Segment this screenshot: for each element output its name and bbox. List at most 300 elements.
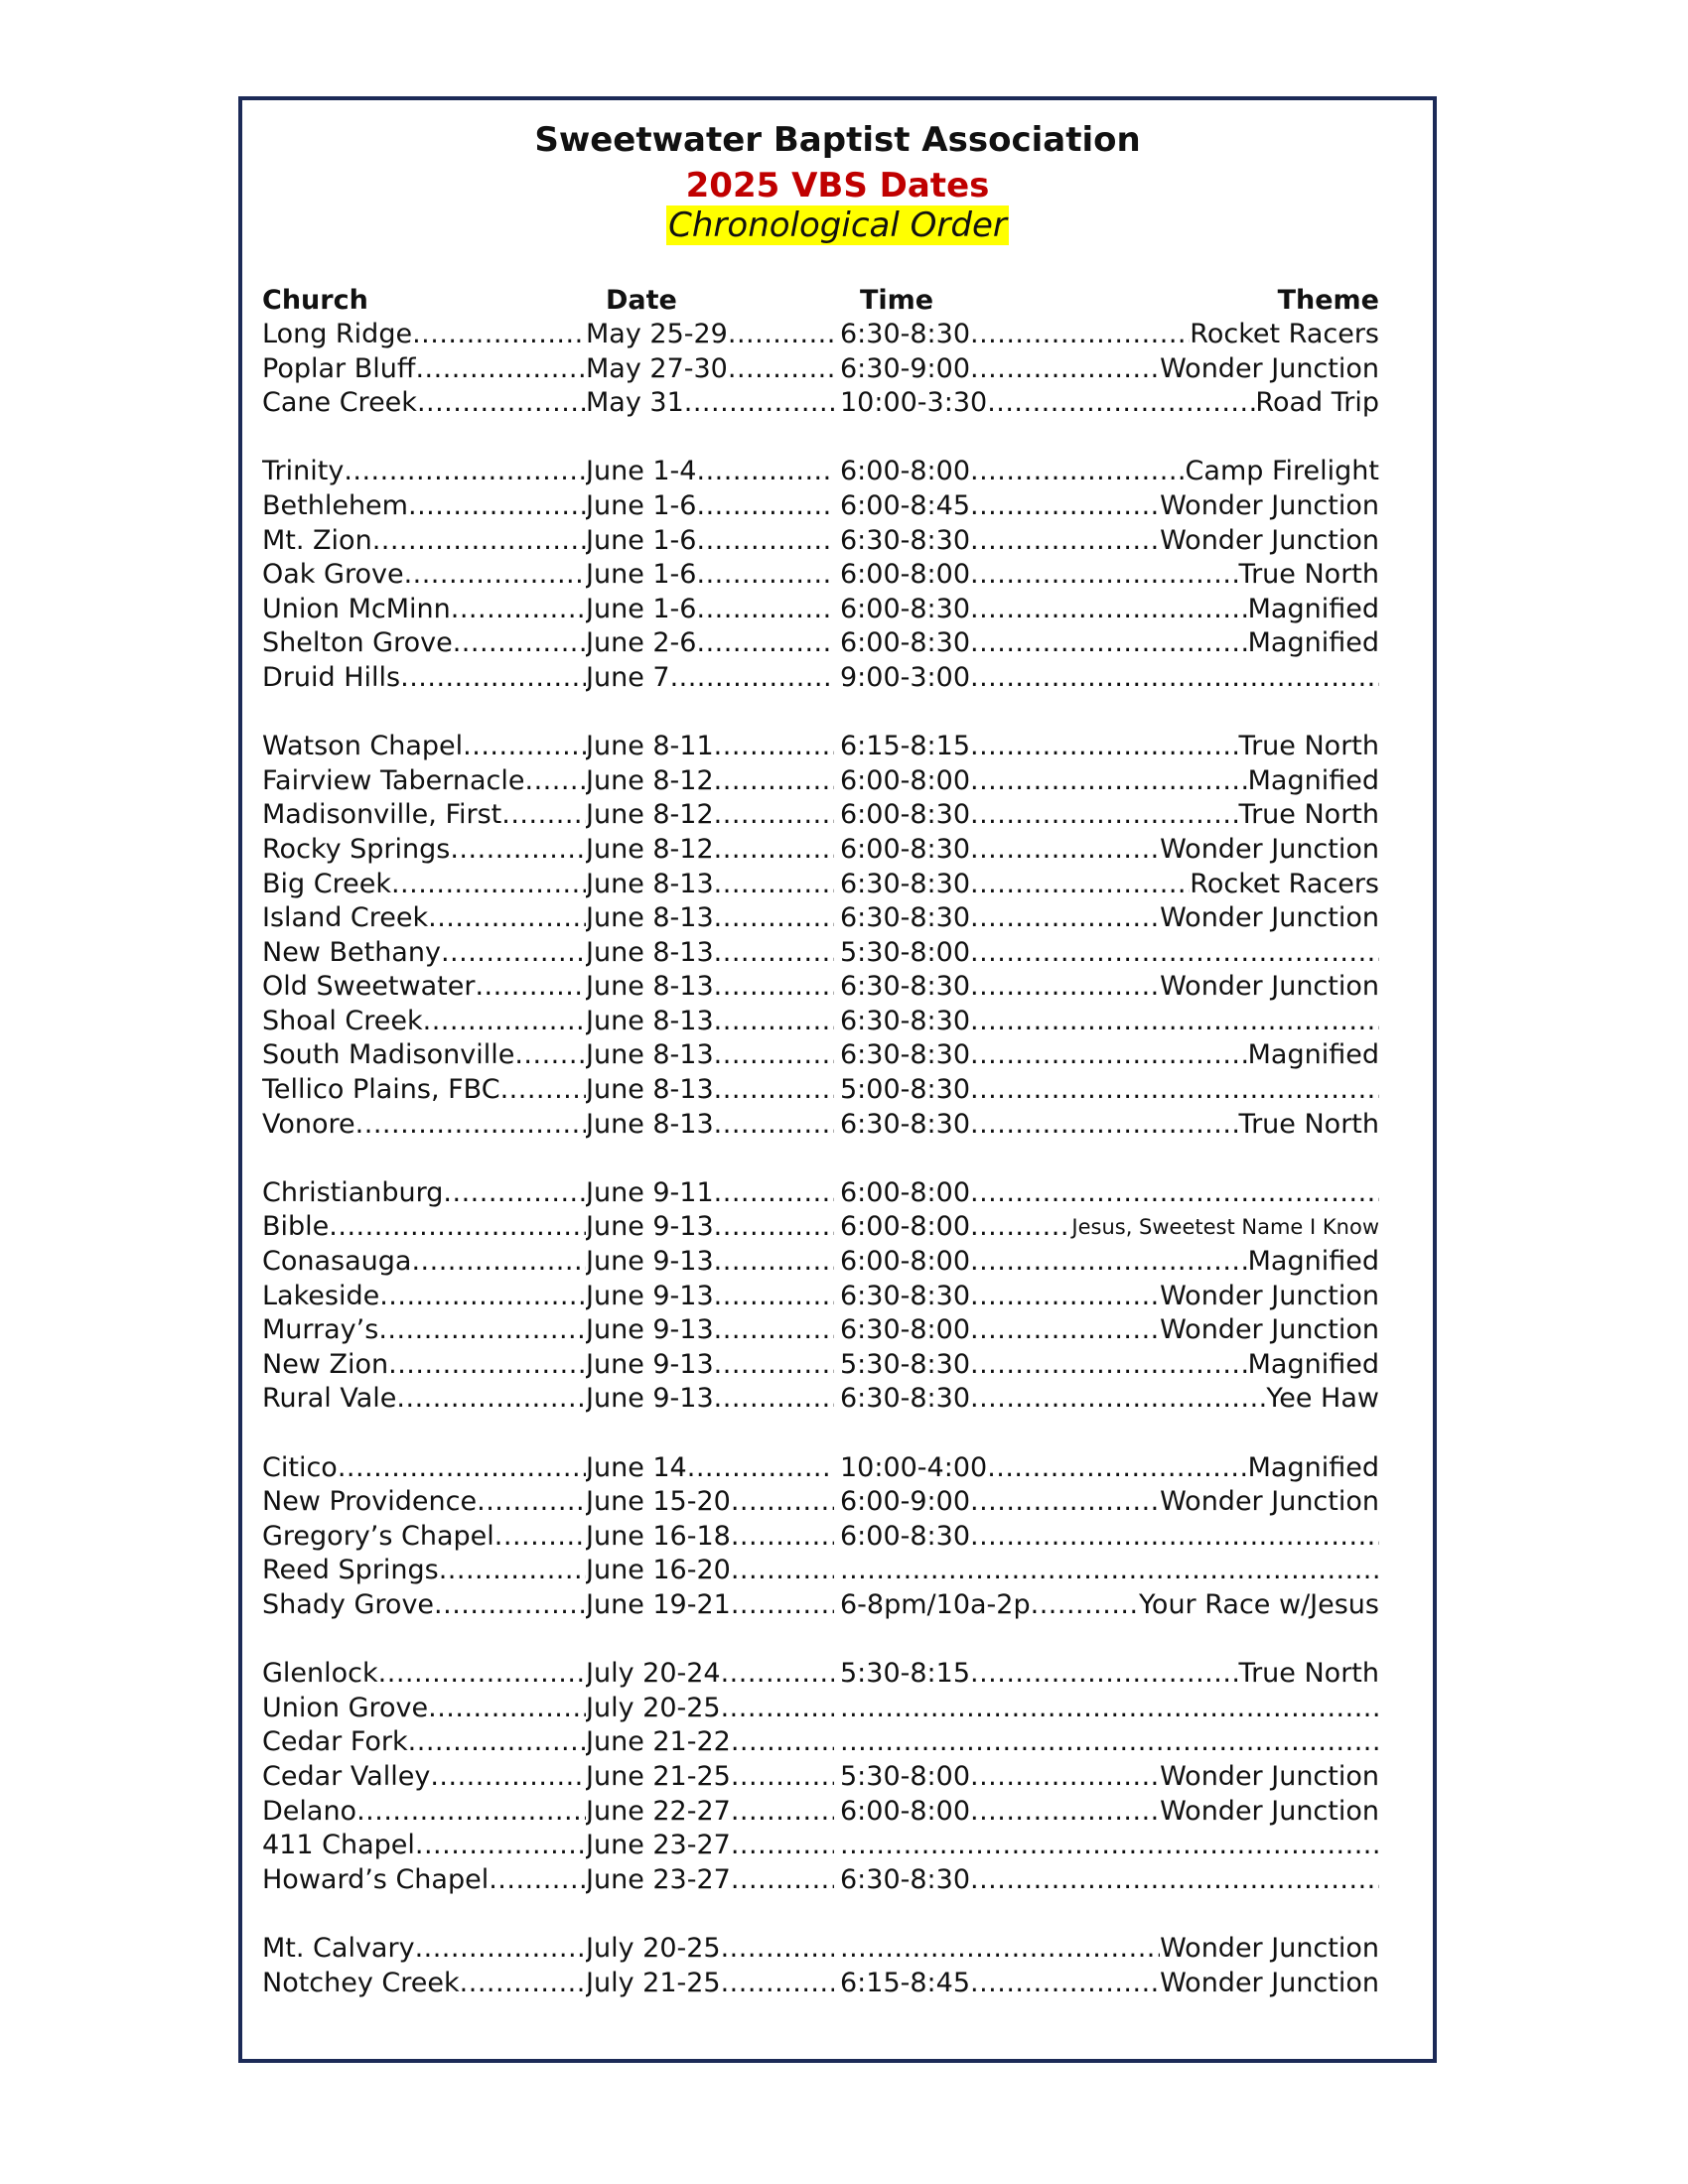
- date-value: June 23-27: [586, 1830, 731, 1861]
- schedule-row: [262, 1795, 1379, 1830]
- leader-dots: [714, 833, 834, 867]
- leader-dots: [696, 593, 834, 626]
- date-value: June 1-6: [586, 524, 697, 556]
- time-value: 5:30-8:00: [840, 1760, 971, 1792]
- time-value: 6:30-8:30: [840, 1108, 971, 1140]
- date-cell: [586, 1005, 840, 1038]
- leader-dots: [463, 730, 586, 763]
- church-cell: [262, 661, 586, 695]
- church-name: Shady Grove: [262, 1588, 435, 1620]
- leader-dots: [355, 1108, 586, 1142]
- date-value: June 8-13: [586, 1005, 714, 1036]
- church-cell: [262, 1348, 586, 1382]
- leader-dots: [714, 1348, 834, 1382]
- time-theme-cell: [840, 661, 1379, 695]
- time-theme-cell: [840, 1176, 1379, 1210]
- date-cell: [586, 661, 840, 695]
- time-value: 5:30-8:30: [840, 1348, 971, 1380]
- schedule-row: [262, 1348, 1379, 1383]
- leader-dots: [372, 524, 586, 558]
- schedule-row: [262, 489, 1379, 524]
- church-name: Druid Hills: [262, 661, 401, 693]
- theme-value: Magnified: [1247, 593, 1379, 624]
- leader-dots: [338, 1451, 586, 1485]
- leader-dots: [1031, 1588, 1139, 1622]
- leader-dots: [731, 1725, 834, 1759]
- leader-dots: [423, 1005, 586, 1038]
- leader-dots: [970, 352, 1160, 386]
- time-theme-cell: [840, 1863, 1379, 1897]
- group-spacer: [262, 1897, 1379, 1932]
- schedule-row: [262, 1725, 1379, 1760]
- leader-dots: [970, 1108, 1239, 1142]
- time-theme-cell: [840, 558, 1379, 592]
- theme-value: Wonder Junction: [1160, 1795, 1379, 1827]
- group-spacer: [262, 1417, 1379, 1451]
- date-cell: [586, 1280, 840, 1313]
- church-cell: [262, 1038, 586, 1072]
- leader-dots: [714, 868, 834, 901]
- leader-dots: [714, 1108, 834, 1142]
- church-name: Poplar Bluff: [262, 352, 416, 384]
- time-theme-cell: [840, 1348, 1379, 1382]
- time-theme-cell: [840, 833, 1379, 867]
- date-value: June 19-21: [586, 1588, 731, 1620]
- leader-dots: [970, 1863, 1379, 1897]
- theme-value: Jesus, Sweetest Name I Know: [1071, 1215, 1379, 1240]
- date-cell: [586, 1176, 840, 1210]
- date-cell: [586, 901, 840, 935]
- time-value: 6:00-8:00: [840, 764, 971, 796]
- schedule-row: [262, 730, 1379, 764]
- church-name: Mt. Zion: [262, 524, 372, 556]
- theme-value: Magnified: [1247, 764, 1379, 796]
- date-value: July 20-24: [586, 1658, 721, 1690]
- header-date: Date: [606, 285, 677, 316]
- leader-dots: [970, 1657, 1239, 1691]
- time-value: 6:00-8:30: [840, 1520, 971, 1552]
- leader-dots: [970, 833, 1160, 867]
- date-cell: [586, 386, 840, 420]
- date-cell: [586, 1725, 840, 1759]
- date-cell: [586, 352, 840, 386]
- church-cell: [262, 970, 586, 1004]
- church-name: Rural Vale: [262, 1383, 397, 1415]
- date-value: June 8-12: [586, 833, 714, 865]
- date-value: June 8-12: [586, 764, 714, 796]
- church-cell: [262, 1520, 586, 1554]
- leader-dots: [970, 524, 1160, 558]
- order-highlight: Chronological Order: [668, 205, 1007, 245]
- church-name: Glenlock: [262, 1658, 378, 1690]
- leader-dots: [840, 1725, 1379, 1759]
- church-cell: [262, 386, 586, 420]
- leader-dots: [434, 1588, 586, 1622]
- leader-dots: [404, 558, 586, 592]
- leader-dots: [840, 1692, 1379, 1725]
- church-name: Vonore: [262, 1108, 355, 1140]
- schedule-row: [262, 798, 1379, 833]
- time-theme-cell: [840, 318, 1379, 351]
- time-value: 6:00-8:00: [840, 1246, 971, 1278]
- schedule-row: [262, 970, 1379, 1005]
- church-name: Howard’s Chapel: [262, 1863, 490, 1895]
- theme-value: Road Trip: [1255, 387, 1379, 419]
- church-name: Citico: [262, 1451, 338, 1483]
- theme-value: Wonder Junction: [1160, 1932, 1379, 1964]
- date-cell: [586, 1382, 840, 1416]
- leader-dots: [970, 730, 1239, 763]
- time-theme-cell: [840, 1005, 1379, 1038]
- church-name: Trinity: [262, 456, 345, 487]
- time-theme-cell: [840, 1382, 1379, 1416]
- time-value: 5:00-8:30: [840, 1074, 971, 1106]
- date-cell: [586, 1657, 840, 1691]
- leader-dots: [731, 1829, 834, 1862]
- schedule-row: [262, 1176, 1379, 1211]
- time-theme-cell: [840, 730, 1379, 763]
- leader-dots: [714, 901, 834, 935]
- date-value: June 8-13: [586, 902, 714, 934]
- church-cell: [262, 1382, 586, 1416]
- time-theme-cell: [840, 1967, 1379, 2000]
- time-value: 6:00-8:00: [840, 1795, 971, 1827]
- leader-dots: [714, 1313, 834, 1347]
- date-value: June 2-6: [586, 627, 697, 659]
- schedule-row: [262, 1210, 1379, 1245]
- time-value: 10:00-4:00: [840, 1451, 988, 1483]
- church-name: Rocky Springs: [262, 833, 451, 865]
- time-theme-cell: [840, 1520, 1379, 1554]
- date-cell: [586, 1108, 840, 1142]
- date-cell: [586, 1451, 840, 1485]
- date-value: June 7: [586, 661, 670, 693]
- leader-dots: [443, 1176, 586, 1210]
- theme-value: Wonder Junction: [1160, 524, 1379, 556]
- church-cell: [262, 1245, 586, 1279]
- leader-dots: [970, 936, 1379, 970]
- date-cell: [586, 1038, 840, 1072]
- church-cell: [262, 455, 586, 488]
- leader-dots: [329, 1210, 586, 1244]
- theme-value: Magnified: [1247, 1451, 1379, 1483]
- time-theme-cell: [840, 524, 1379, 558]
- leader-dots: [415, 1932, 586, 1966]
- church-name: Madisonville, First: [262, 799, 502, 831]
- schedule-row: [262, 1692, 1379, 1726]
- time-value: 6:00-8:30: [840, 799, 971, 831]
- time-theme-cell: [840, 1760, 1379, 1794]
- time-theme-cell: [840, 868, 1379, 901]
- theme-value: True North: [1238, 1108, 1379, 1140]
- schedule-row: [262, 1038, 1379, 1073]
- schedule-row: [262, 1382, 1379, 1417]
- group-spacer: [262, 421, 1379, 456]
- leader-dots: [450, 833, 586, 867]
- schedule-row: [262, 558, 1379, 593]
- leader-dots: [428, 901, 586, 935]
- theme-value: Magnified: [1247, 1039, 1379, 1071]
- leader-dots: [970, 764, 1248, 798]
- date-value: July 21-25: [586, 1967, 721, 1998]
- church-name: Reed Springs: [262, 1555, 439, 1586]
- time-value: 6:30-8:30: [840, 1280, 971, 1311]
- schedule-row: [262, 1588, 1379, 1623]
- schedule-row: [262, 1108, 1379, 1143]
- time-value: 6:00-8:30: [840, 833, 971, 865]
- church-cell: [262, 1451, 586, 1485]
- leader-dots: [696, 489, 834, 523]
- time-theme-cell: [840, 1280, 1379, 1313]
- time-theme-cell: [840, 1657, 1379, 1691]
- leader-dots: [344, 455, 586, 488]
- church-name: Big Creek: [262, 868, 391, 899]
- church-name: Oak Grove: [262, 559, 404, 591]
- date-value: May 31: [586, 387, 684, 419]
- theme-value: Wonder Junction: [1160, 1314, 1379, 1346]
- leader-dots: [970, 318, 1190, 351]
- theme-value: Wonder Junction: [1160, 971, 1379, 1003]
- church-cell: [262, 868, 586, 901]
- date-cell: [586, 1863, 840, 1897]
- leader-dots: [441, 936, 586, 970]
- church-name: Bible: [262, 1211, 330, 1243]
- date-value: June 8-13: [586, 1108, 714, 1140]
- leader-dots: [970, 798, 1239, 832]
- church-name: Union McMinn: [262, 593, 451, 624]
- church-cell: [262, 936, 586, 970]
- theme-value: Wonder Junction: [1160, 833, 1379, 865]
- church-cell: [262, 1485, 586, 1519]
- column-headers: [262, 285, 1379, 321]
- theme-value: Wonder Junction: [1160, 1486, 1379, 1518]
- org-title: Sweetwater Baptist Association: [534, 120, 1141, 160]
- leader-dots: [453, 626, 586, 660]
- schedule-row: [262, 1245, 1379, 1280]
- church-cell: [262, 1108, 586, 1142]
- schedule-row: [262, 1760, 1379, 1795]
- date-cell: [586, 1588, 840, 1622]
- church-name: Cedar Fork: [262, 1726, 408, 1758]
- leader-dots: [970, 1313, 1160, 1347]
- time-value: 6:30-9:00: [840, 352, 971, 384]
- time-value: 9:00-3:00: [840, 661, 971, 693]
- church-cell: [262, 1210, 586, 1244]
- leader-dots: [721, 1692, 834, 1725]
- church-name: Watson Chapel: [262, 731, 464, 762]
- date-value: June 1-6: [586, 489, 697, 521]
- leader-dots: [970, 1967, 1160, 2000]
- time-theme-cell: [840, 970, 1379, 1004]
- time-theme-cell: [840, 352, 1379, 386]
- group-spacer: [262, 1142, 1379, 1176]
- date-value: June 8-13: [586, 971, 714, 1003]
- date-value: June 8-12: [586, 799, 714, 831]
- leader-dots: [408, 1725, 586, 1759]
- church-name: Cane Creek: [262, 387, 417, 419]
- time-value: 6:00-8:00: [840, 456, 971, 487]
- date-value: June 9-13: [586, 1314, 714, 1346]
- leader-dots: [970, 1210, 1071, 1244]
- leader-dots: [714, 970, 834, 1004]
- church-name: Notchey Creek: [262, 1967, 460, 1998]
- leader-dots: [970, 1348, 1248, 1382]
- theme-value: Magnified: [1247, 1246, 1379, 1278]
- leader-dots: [731, 1554, 834, 1587]
- leader-dots: [970, 1176, 1379, 1210]
- time-theme-cell: [840, 1795, 1379, 1829]
- date-value: June 8-13: [586, 936, 714, 968]
- time-value: 6:30-8:00: [840, 1314, 971, 1346]
- leader-dots: [970, 1382, 1266, 1416]
- schedule-row: [262, 524, 1379, 559]
- date-value: June 8-11: [586, 731, 714, 762]
- leader-dots: [415, 1829, 586, 1862]
- theme-value: Magnified: [1247, 627, 1379, 659]
- leader-dots: [970, 1795, 1160, 1829]
- church-name: South Madisonville: [262, 1039, 515, 1071]
- leader-dots: [714, 730, 834, 763]
- time-theme-cell: [840, 1313, 1379, 1347]
- time-theme-cell: [840, 901, 1379, 935]
- leader-dots: [731, 1588, 834, 1622]
- schedule-row: [262, 1313, 1379, 1348]
- leader-dots: [840, 1554, 1379, 1587]
- time-value: 6:30-8:30: [840, 1039, 971, 1071]
- theme-value: True North: [1238, 731, 1379, 762]
- date-value: June 21-25: [586, 1760, 731, 1792]
- schedule-row: [262, 626, 1379, 661]
- date-cell: [586, 1829, 840, 1862]
- leader-dots: [489, 1863, 586, 1897]
- schedule-row: [262, 1932, 1379, 1967]
- leader-dots: [460, 1967, 586, 2000]
- time-value: 6:00-8:30: [840, 627, 971, 659]
- leader-dots: [728, 352, 834, 386]
- church-name: Mt. Calvary: [262, 1932, 415, 1964]
- schedule-row: [262, 1451, 1379, 1486]
- leader-dots: [970, 1520, 1379, 1554]
- leader-dots: [684, 386, 834, 420]
- leader-dots: [714, 764, 834, 798]
- church-name: Island Creek: [262, 902, 429, 934]
- date-cell: [586, 318, 840, 351]
- leader-dots: [970, 1073, 1379, 1107]
- leader-dots: [412, 318, 586, 351]
- leader-dots: [415, 352, 586, 386]
- time-value: 5:30-8:00: [840, 936, 971, 968]
- leader-dots: [731, 1520, 834, 1554]
- date-value: June 9-11: [586, 1176, 714, 1208]
- leader-dots: [721, 1657, 834, 1691]
- leader-dots: [378, 1313, 586, 1347]
- church-cell: [262, 1554, 586, 1587]
- date-cell: [586, 1967, 840, 2000]
- leader-dots: [731, 1795, 834, 1829]
- time-theme-cell: [840, 1038, 1379, 1072]
- time-theme-cell: [840, 1932, 1379, 1966]
- leader-dots: [970, 1038, 1248, 1072]
- leader-dots: [475, 970, 586, 1004]
- leader-dots: [408, 489, 586, 523]
- time-value: 6:30-8:30: [840, 524, 971, 556]
- church-cell: [262, 524, 586, 558]
- leader-dots: [714, 1280, 834, 1313]
- theme-value: Camp Firelight: [1185, 456, 1379, 487]
- church-cell: [262, 1176, 586, 1210]
- leader-dots: [391, 868, 586, 901]
- church-cell: [262, 798, 586, 832]
- leader-dots: [430, 1760, 586, 1794]
- church-cell: [262, 1313, 586, 1347]
- time-value: 6:30-8:30: [840, 971, 971, 1003]
- church-cell: [262, 1588, 586, 1622]
- church-cell: [262, 901, 586, 935]
- schedule-row: [262, 1005, 1379, 1039]
- date-cell: [586, 833, 840, 867]
- church-name: New Bethany: [262, 936, 441, 968]
- church-name: New Providence: [262, 1486, 478, 1518]
- church-cell: [262, 1657, 586, 1691]
- church-cell: [262, 1863, 586, 1897]
- date-cell: [586, 1485, 840, 1519]
- time-theme-cell: [840, 1725, 1379, 1759]
- church-name: New Zion: [262, 1348, 389, 1380]
- schedule-row: [262, 386, 1379, 421]
- time-theme-cell: [840, 798, 1379, 832]
- theme-value: True North: [1238, 799, 1379, 831]
- time-theme-cell: [840, 489, 1379, 523]
- time-value: 6:30-8:30: [840, 1383, 971, 1415]
- date-value: June 1-4: [586, 456, 697, 487]
- time-theme-cell: [840, 1073, 1379, 1107]
- church-name: Cedar Valley: [262, 1760, 431, 1792]
- time-theme-cell: [840, 1485, 1379, 1519]
- church-name: Gregory’s Chapel: [262, 1520, 494, 1552]
- leader-dots: [494, 1520, 586, 1554]
- church-cell: [262, 558, 586, 592]
- date-cell: [586, 1348, 840, 1382]
- schedule-row: [262, 936, 1379, 971]
- leader-dots: [840, 1829, 1379, 1862]
- group-spacer: [262, 696, 1379, 731]
- time-value: 6:00-9:00: [840, 1486, 971, 1518]
- date-cell: [586, 626, 840, 660]
- date-cell: [586, 1520, 840, 1554]
- church-name: Shoal Creek: [262, 1005, 423, 1036]
- date-cell: [586, 764, 840, 798]
- schedule-row: [262, 661, 1379, 696]
- date-cell: [586, 1210, 840, 1244]
- leader-dots: [728, 318, 834, 351]
- church-cell: [262, 1932, 586, 1966]
- time-value: 6:00-8:45: [840, 489, 971, 521]
- date-value: June 14: [586, 1451, 687, 1483]
- date-value: June 1-6: [586, 593, 697, 624]
- time-value: 6:30-8:30: [840, 1005, 971, 1036]
- schedule-row: [262, 764, 1379, 799]
- church-name: Tellico Plains, FBC: [262, 1074, 500, 1106]
- date-value: June 16-18: [586, 1520, 731, 1552]
- theme-value: Wonder Junction: [1160, 1760, 1379, 1792]
- date-cell: [586, 1932, 840, 1966]
- time-value: 6:00-8:00: [840, 559, 971, 591]
- date-value: June 8-13: [586, 868, 714, 899]
- schedule-row: [262, 1520, 1379, 1555]
- date-value: June 9-13: [586, 1348, 714, 1380]
- header-theme: Theme: [1277, 285, 1379, 316]
- date-cell: [586, 593, 840, 626]
